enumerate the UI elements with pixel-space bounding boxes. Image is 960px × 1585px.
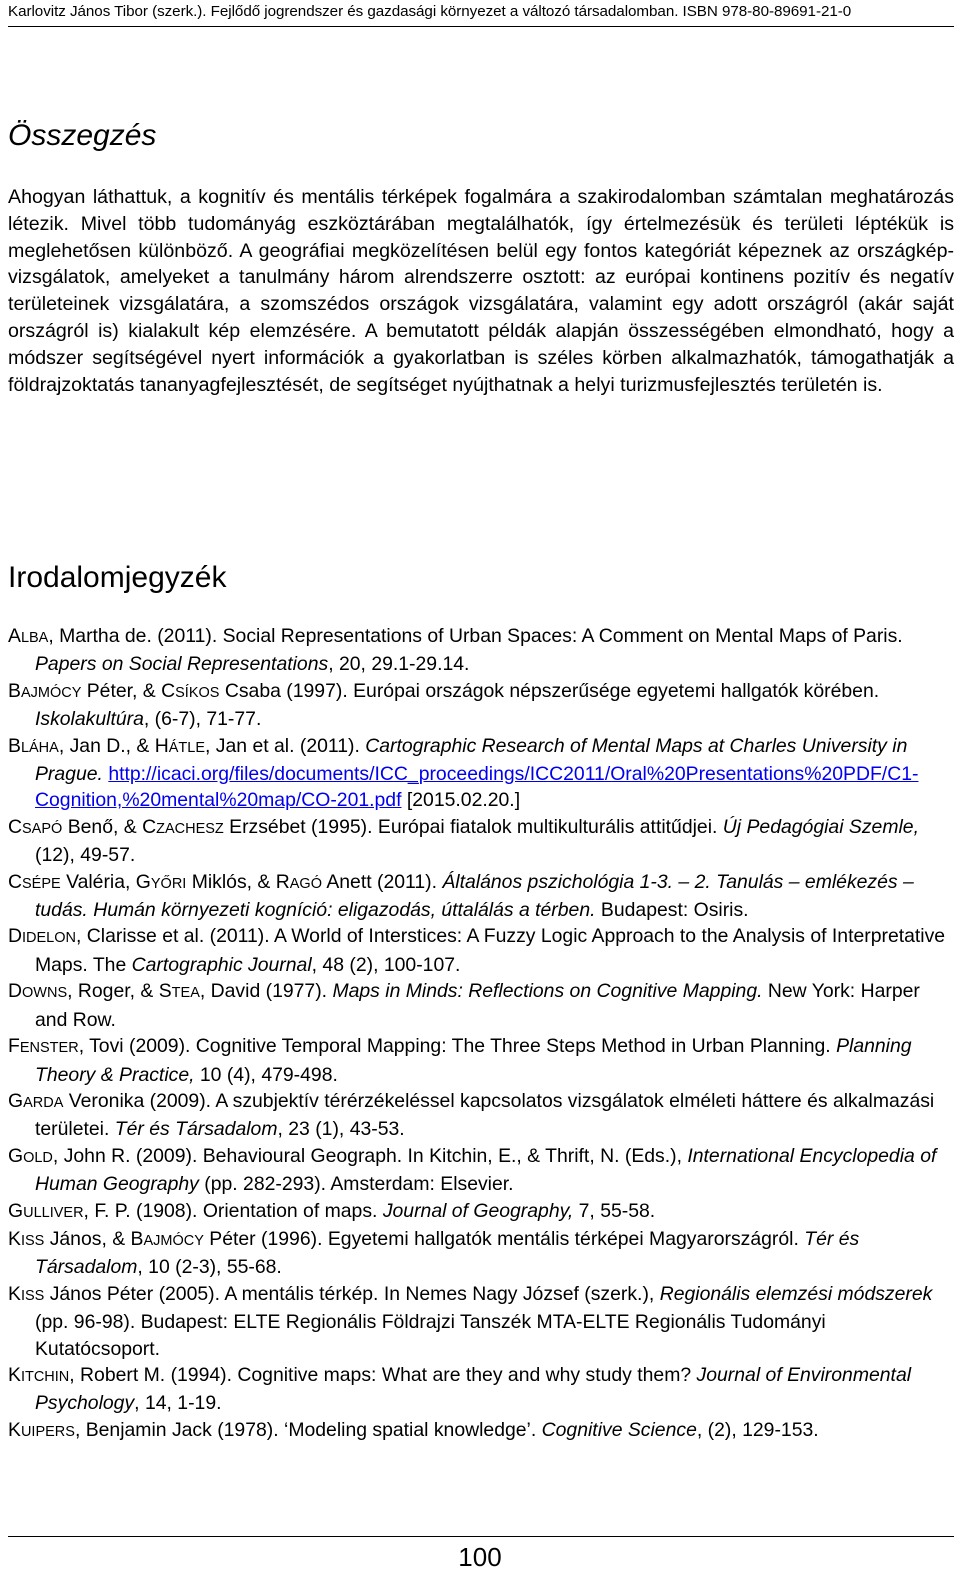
reference-text: C	[8, 815, 23, 838]
reference-text: G	[8, 1199, 24, 1222]
reference-text: , Roger, & S	[67, 980, 172, 1003]
reference-text: [2015.02.20.]	[401, 789, 521, 812]
reference-entry	[8, 1143, 954, 1198]
reference-text: Cartographic Research of Mental Maps at Charles University in Prague.	[35, 734, 908, 786]
reference-text: , Jan D., & H	[58, 734, 169, 757]
reference-text: International Encyclopedia of Human Geography	[35, 1144, 937, 1196]
reference-text: , 20, 29.1-29.14.	[328, 653, 470, 676]
reference-text: OLD	[23, 1149, 53, 1166]
reference-text: SÉPE	[22, 875, 61, 892]
reference-text: Cognitive Science	[541, 1418, 697, 1441]
reference-text: AJMÓCY	[20, 684, 82, 701]
reference-text: Regionális elemzési módszerek	[659, 1282, 933, 1305]
reference-entry	[8, 623, 954, 678]
reference-list	[8, 623, 954, 1445]
reference-text: , Jan et al. (2011).	[205, 734, 366, 757]
reference-text: , 10 (2-3), 55-68.	[137, 1256, 282, 1279]
reference-text: Iskolakultúra	[35, 708, 144, 731]
reference-text: (12), 49-57.	[35, 844, 136, 867]
reference-text: K	[8, 1282, 21, 1305]
reference-text: LÁHA	[20, 739, 59, 756]
reference-text: AGÓ	[289, 875, 322, 892]
reference-entry	[8, 978, 954, 1033]
reference-entry	[8, 1198, 954, 1226]
reference-text: (pp. 282-293). Amsterdam: Elsevier.	[198, 1173, 514, 1196]
reference-text: Csaba (1997). Európai országok népszerűsége egyetemi hallgatók körében.	[219, 679, 880, 702]
footer-rule	[8, 1536, 954, 1537]
reference-text: Tér és Társadalom	[114, 1118, 278, 1141]
reference-text: UIPERS	[20, 1423, 75, 1440]
reference-text: SAPÓ	[22, 820, 63, 837]
reference-text: G	[8, 1089, 24, 1112]
reference-text: , (6-7), 71-77.	[143, 708, 262, 731]
reference-text: Általános pszichológia 1-3. – 2. Tanulás – emlékezés – tudás. Humán környezeti kogníció: eligazodás, úttalálás a térben.	[35, 870, 914, 922]
reference-text: Péter (1996). Egyetemi hallgatók mentális térképei Magyarországról.	[203, 1227, 805, 1250]
reference-entry	[8, 1226, 954, 1281]
reference-text: IDELON	[22, 930, 77, 947]
reference-entry	[8, 814, 954, 869]
reference-text: A	[8, 625, 21, 647]
reference-entry	[8, 1033, 954, 1088]
reference-text: ISS	[20, 1287, 45, 1304]
reference-text: B	[8, 734, 21, 757]
reference-entry	[8, 678, 954, 733]
reference-text: ENSTER	[19, 1040, 79, 1057]
reference-text: , David (1977).	[199, 980, 333, 1003]
reference-text: Miklós, & R	[186, 870, 290, 893]
reference-text: János Péter (2005). A mentális térkép. In Nemes Nagy József (szerk.),	[44, 1282, 660, 1305]
reference-entry	[8, 1417, 954, 1445]
reference-text: D	[8, 980, 23, 1003]
reference-text: , 48 (2), 100-107.	[311, 953, 461, 976]
reference-text: ULLIVER	[23, 1204, 84, 1221]
reference-entry	[8, 1362, 954, 1417]
reference-text: K	[8, 1227, 21, 1250]
reference-text: Anett (2011).	[322, 870, 443, 893]
reference-text: ISS	[20, 1232, 45, 1249]
summary-paragraph: Ahogyan láthattuk, a kognitív és mentális térképek fogalmára a szakirodalomban számtalan meghatározás létezik. Mivel több tudományág eszköztárában megtalálhatók, így értelmezésük és területi léptékük is meglehetősen különböző. A geográfiai megközelítésen belül egy fontos kategóriát képeznek az országkép-vizsgálatok, amelyeket a tanulmány három alrendszerre osztott: az európai kontinens pozitív és negatív területeinek vizsgálatára, a szomszédos országok vizsgálatára, valamint egy adott országról (akár saját országról is) kialakult kép elemzésére. A bemutatott példák alapján összességében elmondható, hogy a módszer segítségével nyert információk a gyakorlatban is széles körben alkalmazhatók, támogathatják a földrajzoktatás tananyagfejlesztését, de segítséget nyújthatnak a helyi turizmusfejlesztés területén is.	[8, 186, 954, 396]
reference-text: Journal of Environmental Psychology	[35, 1363, 912, 1415]
reference-text: ARDA	[23, 1094, 64, 1111]
reference-text: , F. P. (1908). Orientation of maps.	[83, 1199, 383, 1222]
reference-text: Papers on Social Representations	[35, 653, 329, 676]
reference-text: Veronika (2009). A szubjektív térérzékeléssel kapcsolatos vizsgálatok elméleti háttere és alkalmazási területei.	[35, 1089, 935, 1141]
reference-text: ÁTLE	[168, 739, 206, 756]
reference-text: New York: Harper and Row.	[35, 980, 920, 1031]
reference-text: K	[8, 1363, 21, 1386]
reference-entry	[8, 1281, 954, 1362]
reference-text: F	[8, 1035, 20, 1058]
summary-title: Összegzés	[8, 119, 157, 152]
reference-text: 10 (4), 479-498.	[194, 1063, 338, 1086]
reference-text: TEA	[171, 985, 200, 1002]
page-number: 100	[458, 1542, 502, 1572]
reference-text: Journal of Geography,	[382, 1199, 574, 1222]
reference-text: Valéria, G	[60, 870, 151, 893]
reference-text: D	[8, 925, 23, 948]
reference-text: Péter, & C	[81, 679, 176, 702]
reference-text: 7, 55-58.	[573, 1199, 656, 1222]
reference-text: , (2), 129-153.	[696, 1418, 819, 1441]
reference-text: , Tovi (2009). Cognitive Temporal Mapping: The Three Steps Method in Urban Planning.	[78, 1035, 837, 1058]
reference-text: Új Pedagógiai Szemle,	[722, 815, 919, 838]
reference-text: G	[8, 1144, 24, 1167]
reference-text: , Martha de. (2011). Social Representations of Urban Spaces: A Comment on Mental Maps of Paris.	[48, 625, 903, 647]
reference-entry	[8, 923, 954, 978]
reference-text: Cartographic Journal	[131, 953, 312, 976]
reference-text: K	[8, 1418, 21, 1441]
reference-text: , Benjamin Jack (1978). ‘Modeling spatial knowledge’.	[74, 1418, 542, 1441]
reference-text: Benő, & C	[62, 815, 157, 838]
reference-text: , 14, 1-19.	[134, 1392, 222, 1415]
reference-text: B	[8, 679, 21, 702]
running-header: Karlovitz János Tibor (szerk.). Fejlődő jogrendszer és gazdasági környezet a változó társadalomban. ISBN 978-80-89691-21-0	[8, 3, 852, 20]
reference-text: , Clarisse et al. (2011). A World of Interstices: A Fuzzy Logic Approach to the Analysis of Interpretative Maps. The	[35, 925, 946, 976]
reference-text: C	[8, 870, 23, 893]
reference-text: Maps in Minds: Reflections on Cognitive Mapping.	[332, 980, 763, 1003]
reference-text: , John R. (2009). Behavioural Geograph. In Kitchin, E., & Thrift, N. (Eds.),	[52, 1144, 688, 1167]
reference-text: YŐRI	[150, 875, 187, 892]
references-title: Irodalomjegyzék	[8, 561, 227, 594]
reference-text: Budapest: Osiris.	[595, 899, 749, 922]
reference-text: , Robert M. (1994). Cognitive maps: What are they and why study them?	[69, 1363, 697, 1386]
reference-text: Planning Theory & Practice,	[35, 1035, 912, 1086]
reference-text: OWNS	[22, 985, 68, 1002]
reference-text: Erzsébet (1995). Európai fiatalok multikulturális attitűdjei.	[223, 815, 723, 838]
reference-text: , 23 (1), 43-53.	[277, 1118, 405, 1141]
reference-text: ITCHIN	[20, 1368, 70, 1385]
reference-text: AJMÓCY	[143, 1232, 204, 1249]
reference-link[interactable]: http://icaci.org/files/documents/ICC_proceedings/ICC2011/Oral%20Presentations%20PDF/C1-Cognition,%20mental%20map/CO-201.pdf	[35, 763, 919, 812]
reference-text: János, & B	[44, 1227, 144, 1250]
reference-entry	[8, 1088, 954, 1143]
reference-text: LBA	[20, 630, 49, 646]
reference-text: ZACHESZ	[156, 820, 224, 837]
reference-entry	[8, 869, 954, 924]
reference-text: (pp. 96-98). Budapest: ELTE Regionális Földrajzi Tanszék MTA-ELTE Regionális Tudományi Kutatócsoport.	[35, 1311, 826, 1360]
reference-entry	[8, 733, 954, 814]
header-rule	[8, 26, 954, 27]
reference-text: SÍKOS	[175, 684, 220, 701]
reference-text: Tér és Társadalom	[35, 1227, 860, 1279]
